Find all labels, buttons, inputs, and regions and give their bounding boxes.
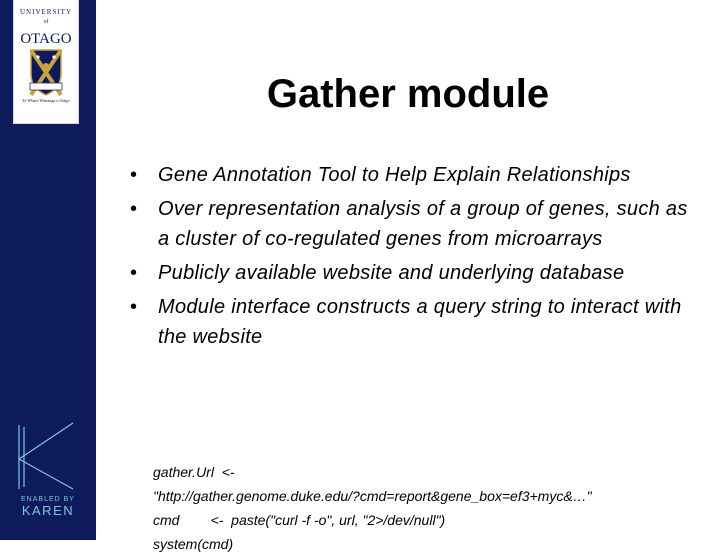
bullet-text: Gene Annotation Tool to Help Explain Relationships [158, 164, 631, 186]
code-line: system(cmd) [153, 536, 234, 552]
slide-title: Gather module [266, 72, 550, 116]
code-line: "http://gather.genome.duke.edu/?cmd=report&gene_box=ef3+myc&…" [153, 488, 592, 504]
code-snippet [153, 460, 713, 556]
bullet-marker: • [130, 198, 138, 220]
bullet-marker: • [130, 164, 138, 186]
university-of-otago-logo [13, 0, 79, 124]
logo-maori-name: Te Whare Wānanga o Otāgo [22, 98, 70, 103]
motto-ribbon [30, 83, 62, 90]
bullet-marker: • [130, 296, 138, 318]
karen-logo [13, 421, 83, 521]
logo-otago-text: OTAGO [20, 31, 72, 47]
bullet-marker: • [130, 262, 138, 284]
bullet-text: Over representation analysis of a group of genes, such as a cluster of co-regulated genes from microarrays [158, 198, 688, 250]
logo-university-text: UNIVERSITY [20, 8, 72, 16]
bullet-list [130, 160, 690, 356]
bullet-item [130, 160, 690, 190]
bullet-item [130, 258, 690, 288]
code-line: gather.Url <- [153, 464, 235, 480]
karen-name-text: KAREN [21, 503, 75, 518]
bullet-item [130, 194, 690, 254]
bullet-item [130, 292, 690, 352]
logo-of-text: of [43, 19, 49, 25]
karen-enabled-by-text: ENABLED BY [21, 496, 75, 503]
bullet-text: Module interface constructs a query string to interact with the website [158, 296, 682, 348]
bullet-text: Publicly available website and underlying database [158, 262, 625, 284]
code-line: cmd <- paste("curl -f -o", url, "2>/dev/null") [153, 512, 446, 528]
